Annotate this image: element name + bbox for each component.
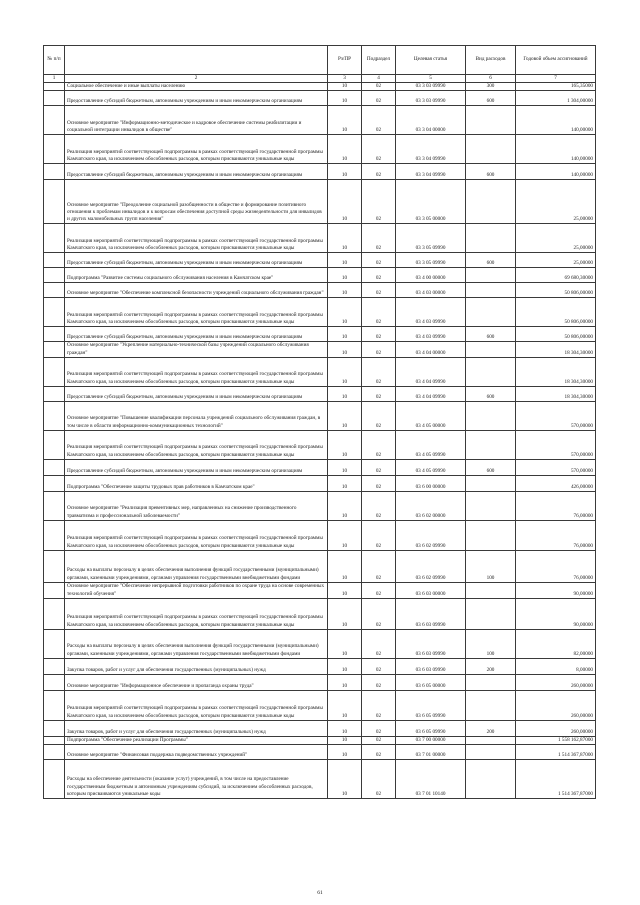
cell-code-target: 03 3 05 09990 — [396, 253, 466, 268]
cell-code-expense-type — [466, 180, 516, 224]
cell-num0 — [44, 759, 65, 798]
cell-code-ministry: 10 — [328, 658, 362, 674]
cell-code-section: 02 — [362, 135, 396, 164]
cell-code-expense-type: 200 — [466, 720, 516, 736]
cell-code-expense-type: 600 — [466, 386, 516, 401]
cell-code-section: 02 — [362, 459, 396, 475]
cell-amount: 50 806,00000 — [516, 327, 596, 342]
cell-code-section: 02 — [362, 582, 396, 598]
cell-name: Предоставление субсидий бюджетным, автономным учреждениям и иным некоммерческим организациям — [65, 459, 328, 475]
cell-amount: 90,00000 — [516, 582, 596, 598]
table-row — [44, 759, 596, 798]
cell-code-ministry: 10 — [328, 164, 362, 180]
cell-amount: 260,00000 — [516, 720, 596, 736]
cell-name: Предоставление субсидий бюджетным, автономным учреждениям и иным некоммерческим организациям — [65, 253, 328, 268]
cell-code-target: 03 3 05 00000 — [396, 180, 466, 224]
cell-name: Основное мероприятие "Финансовая поддержка подведомственных учреждений" — [65, 744, 328, 759]
cell-code-ministry: 10 — [328, 520, 362, 550]
cell-code-expense-type — [466, 268, 516, 283]
cell-name: Закупка товаров, работ и услуг для обеспечения государственных (муниципальных) нужд — [65, 658, 328, 674]
cell-code-section: 02 — [362, 342, 396, 357]
column-header-target: Целевая статья — [396, 46, 466, 75]
cell-code-ministry: 10 — [328, 386, 362, 401]
cell-amount: 69 680,30000 — [516, 268, 596, 283]
cell-code-section: 02 — [362, 674, 396, 690]
cell-code-ministry: 10 — [328, 736, 362, 744]
table-row — [44, 106, 596, 135]
cell-code-ministry: 10 — [328, 582, 362, 598]
table-row — [44, 298, 596, 327]
cell-code-target: 03 6 02 09990 — [396, 520, 466, 550]
cell-num0 — [44, 327, 65, 342]
cell-code-expense-type — [466, 520, 516, 550]
cell-code-ministry: 10 — [328, 106, 362, 135]
cell-code-section: 02 — [362, 759, 396, 798]
cell-code-ministry: 10 — [328, 357, 362, 386]
cell-code-ministry: 10 — [328, 224, 362, 253]
table-row — [44, 475, 596, 491]
cell-code-ministry: 10 — [328, 135, 362, 164]
cell-amount: 50 806,00000 — [516, 298, 596, 327]
cell-amount: 50 806,00000 — [516, 283, 596, 298]
cell-name: Реализация мероприятий соответствующей подпрограммы в рамках соответствующей государственной программы Камчатского края, за исключением обособленных расходов, которым присваиваются уникальные коды — [65, 520, 328, 550]
cell-code-section: 02 — [362, 164, 396, 180]
cell-num0 — [44, 658, 65, 674]
cell-code-expense-type — [466, 106, 516, 135]
cell-code-target: 03 4 03 00000 — [396, 283, 466, 298]
cell-name: Закупка товаров, работ и услуг для обеспечения государственных (муниципальных) нужд — [65, 720, 328, 736]
cell-code-section: 02 — [362, 598, 396, 629]
cell-num0 — [44, 283, 65, 298]
table-row — [44, 386, 596, 401]
cell-amount: 25,00000 — [516, 253, 596, 268]
cell-num0 — [44, 253, 65, 268]
cell-code-expense-type: 600 — [466, 459, 516, 475]
cell-amount: 1 514 367,87000 — [516, 744, 596, 759]
cell-amount: 140,00000 — [516, 106, 596, 135]
table-row — [44, 674, 596, 690]
cell-code-ministry: 10 — [328, 83, 362, 91]
cell-num0 — [44, 224, 65, 253]
cell-num0 — [44, 83, 65, 91]
cell-code-section: 02 — [362, 736, 396, 744]
cell-num0 — [44, 401, 65, 430]
cell-num0 — [44, 736, 65, 744]
cell-amount: 570,00000 — [516, 459, 596, 475]
cell-num0 — [44, 720, 65, 736]
cell-num0 — [44, 342, 65, 357]
cell-amount: 76,00000 — [516, 550, 596, 582]
budget-table — [43, 45, 596, 799]
cell-code-ministry: 10 — [328, 491, 362, 520]
cell-code-target: 03 3 04 09990 — [396, 164, 466, 180]
cell-num0 — [44, 690, 65, 720]
cell-name: Подпрограмма "Обеспечение защиты трудовых прав работников в Камчатском крае" — [65, 475, 328, 491]
cell-code-target: 03 6 03 09990 — [396, 598, 466, 629]
cell-code-section: 02 — [362, 629, 396, 658]
cell-code-expense-type — [466, 135, 516, 164]
table-row — [44, 253, 596, 268]
cell-code-expense-type — [466, 401, 516, 430]
cell-amount: 8,00000 — [516, 658, 596, 674]
cell-code-ministry: 10 — [328, 550, 362, 582]
cell-code-expense-type — [466, 674, 516, 690]
cell-num0 — [44, 491, 65, 520]
cell-code-target: 03 6 03 00000 — [396, 582, 466, 598]
table-row — [44, 91, 596, 106]
cell-code-section: 02 — [362, 283, 396, 298]
cell-code-target: 03 6 02 00000 — [396, 491, 466, 520]
cell-code-section: 02 — [362, 491, 396, 520]
table-row — [44, 180, 596, 224]
cell-code-section: 02 — [362, 430, 396, 459]
cell-code-expense-type — [466, 598, 516, 629]
cell-code-section: 02 — [362, 401, 396, 430]
cell-name: Социальное обеспечение и иные выплаты населению — [65, 83, 328, 91]
cell-num0 — [44, 386, 65, 401]
table-row — [44, 164, 596, 180]
column-header-ministry: Рз/ПР — [328, 46, 362, 75]
cell-name: Подпрограмма "Обеспечение реализации Программы" — [65, 736, 328, 744]
cell-code-expense-type — [466, 759, 516, 798]
cell-name: Предоставление субсидий бюджетным, автономным учреждениям и иным некоммерческим организациям — [65, 164, 328, 180]
column-number: 4 — [362, 75, 396, 83]
cell-num0 — [44, 598, 65, 629]
cell-code-expense-type — [466, 283, 516, 298]
table-row — [44, 491, 596, 520]
cell-amount: 1 558 162,87000 — [516, 736, 596, 744]
table-row — [44, 550, 596, 582]
cell-num0 — [44, 164, 65, 180]
cell-name: Реализация мероприятий соответствующей подпрограммы в рамках соответствующей государственной программы Камчатского края, за исключением обособленных расходов, которым присваиваются уникальные коды — [65, 430, 328, 459]
cell-amount: 140,00000 — [516, 135, 596, 164]
cell-code-section: 02 — [362, 720, 396, 736]
cell-num0 — [44, 298, 65, 327]
table-row — [44, 224, 596, 253]
cell-name: Основное мероприятие "Преодоление социальной разобщенности в обществе и формирование позитивного отношения к проблемам инвалидов и к вопросам обеспечения доступной среды жизнедеятельности для инвалидов и других маломобильных групп населения" — [65, 180, 328, 224]
table-row — [44, 135, 596, 164]
table-row — [44, 357, 596, 386]
cell-code-section: 02 — [362, 268, 396, 283]
cell-name: Основное мероприятие "Повышение квалификации персонала учреждений социального обслуживания граждан, в том числе в области информационно-коммуникационных технологий" — [65, 401, 328, 430]
cell-amount: 25,00000 — [516, 224, 596, 253]
cell-code-section: 02 — [362, 327, 396, 342]
cell-num0 — [44, 357, 65, 386]
cell-name: Основное мероприятие "Обеспечение комплексной безопасности учреждений социального обслуживания граждан" — [65, 283, 328, 298]
cell-code-target: 03 4 04 00000 — [396, 342, 466, 357]
cell-code-ministry: 10 — [328, 327, 362, 342]
cell-code-target: 03 6 03 09990 — [396, 629, 466, 658]
cell-name: Основное мероприятие "Информационно-методическое и кадровое обеспечение системы реабилитации и социальной интеграции инвалидов в обществе" — [65, 106, 328, 135]
cell-amount: 260,00000 — [516, 674, 596, 690]
cell-num0 — [44, 106, 65, 135]
cell-name: Расходы на выплаты персоналу в целях обеспечения выполнения функций государственными (муниципальными) органами, казенными учреждениями, органами управления государственными внебюджетными фондами — [65, 550, 328, 582]
cell-code-section: 02 — [362, 475, 396, 491]
cell-num0 — [44, 430, 65, 459]
cell-code-expense-type: 100 — [466, 550, 516, 582]
cell-code-target: 03 7 00 00000 — [396, 736, 466, 744]
column-number: 3 — [328, 75, 362, 83]
cell-amount: 25,00000 — [516, 180, 596, 224]
cell-code-section: 02 — [362, 91, 396, 106]
cell-num0 — [44, 550, 65, 582]
table-row — [44, 598, 596, 629]
cell-code-section: 02 — [362, 357, 396, 386]
cell-code-target: 03 6 02 09990 — [396, 550, 466, 582]
cell-code-target: 03 4 05 09990 — [396, 430, 466, 459]
table-row — [44, 401, 596, 430]
table-row — [44, 430, 596, 459]
cell-amount: 76,00000 — [516, 520, 596, 550]
cell-amount: 165,35000 — [516, 83, 596, 91]
cell-code-target: 03 3 04 09990 — [396, 135, 466, 164]
table-row — [44, 268, 596, 283]
cell-amount: 18 304,30000 — [516, 342, 596, 357]
table-body — [44, 83, 596, 799]
cell-name: Реализация мероприятий соответствующей подпрограммы в рамках соответствующей государственной программы Камчатского края, за исключением обособленных расходов, которым присваиваются уникальные коды — [65, 298, 328, 327]
cell-amount: 76,00000 — [516, 491, 596, 520]
cell-name: Реализация мероприятий соответствующей подпрограммы в рамках соответствующей государственной программы Камчатского края, за исключением обособленных расходов, которым присваиваются уникальные коды — [65, 690, 328, 720]
table-row — [44, 83, 596, 91]
cell-code-section: 02 — [362, 83, 396, 91]
cell-code-ministry: 10 — [328, 629, 362, 658]
cell-code-target: 03 6 05 09990 — [396, 690, 466, 720]
cell-code-section: 02 — [362, 550, 396, 582]
cell-code-target: 03 6 05 09990 — [396, 720, 466, 736]
cell-num0 — [44, 674, 65, 690]
cell-num0 — [44, 91, 65, 106]
cell-code-section: 02 — [362, 106, 396, 135]
cell-code-expense-type — [466, 298, 516, 327]
cell-name: Основное мероприятие "Обеспечение непрерывной подготовки работников по охране труда на основе современных технологий обучения" — [65, 582, 328, 598]
table-row — [44, 736, 596, 744]
cell-code-expense-type — [466, 430, 516, 459]
cell-name: Реализация мероприятий соответствующей подпрограммы в рамках соответствующей государственной программы Камчатского края, за исключением обособленных расходов, которым присваиваются уникальные коды — [65, 224, 328, 253]
cell-code-section: 02 — [362, 298, 396, 327]
cell-code-target: 03 6 03 09990 — [396, 658, 466, 674]
table-row — [44, 658, 596, 674]
cell-num0 — [44, 520, 65, 550]
table-row — [44, 520, 596, 550]
cell-name: Предоставление субсидий бюджетным, автономным учреждениям и иным некоммерческим организациям — [65, 327, 328, 342]
cell-code-expense-type — [466, 690, 516, 720]
cell-code-expense-type: 600 — [466, 253, 516, 268]
table-row — [44, 342, 596, 357]
cell-code-ministry: 10 — [328, 459, 362, 475]
cell-code-target: 03 4 03 09990 — [396, 327, 466, 342]
cell-num0 — [44, 459, 65, 475]
cell-code-expense-type — [466, 224, 516, 253]
cell-code-ministry: 10 — [328, 401, 362, 430]
column-header-section: Подраздел — [362, 46, 396, 75]
cell-code-target: 03 4 04 09990 — [396, 357, 466, 386]
cell-code-target: 03 4 03 09990 — [396, 298, 466, 327]
cell-code-target: 03 7 01 10140 — [396, 759, 466, 798]
column-header-name — [65, 46, 328, 75]
cell-code-target: 03 3 03 09990 — [396, 91, 466, 106]
cell-name: Основное мероприятие "Информационное обеспечение и пропаганда охраны труда" — [65, 674, 328, 690]
cell-code-ministry: 10 — [328, 180, 362, 224]
cell-num0 — [44, 180, 65, 224]
cell-num0 — [44, 744, 65, 759]
cell-code-target: 03 3 05 09990 — [396, 224, 466, 253]
cell-code-ministry: 10 — [328, 690, 362, 720]
cell-code-expense-type — [466, 744, 516, 759]
cell-code-expense-type — [466, 736, 516, 744]
cell-code-ministry: 10 — [328, 674, 362, 690]
cell-name: Основное мероприятие "Укрепление материально-технической базы учреждений социального обслуживания граждан" — [65, 342, 328, 357]
cell-num0 — [44, 475, 65, 491]
cell-code-target: 03 4 04 09990 — [396, 386, 466, 401]
column-header-number: № п/п — [44, 46, 65, 75]
table-row — [44, 629, 596, 658]
table-row — [44, 459, 596, 475]
cell-name: Основное мероприятие "Реализация превентивных мер, направленных на снижение производственного травматизма и профессиональной заболеваемости" — [65, 491, 328, 520]
cell-code-expense-type — [466, 342, 516, 357]
cell-amount: 18 304,30000 — [516, 386, 596, 401]
column-header-expense-type: Вид расходов — [466, 46, 516, 75]
table-row — [44, 744, 596, 759]
cell-num0 — [44, 629, 65, 658]
cell-name: Подпрограмма "Развитие системы социального обслуживания населения в Камчатском крае" — [65, 268, 328, 283]
cell-amount: 140,00000 — [516, 164, 596, 180]
cell-code-expense-type: 100 — [466, 629, 516, 658]
table-header-row — [44, 46, 596, 75]
cell-code-ministry: 10 — [328, 475, 362, 491]
cell-name: Реализация мероприятий соответствующей подпрограммы в рамках соответствующей государственной программы Камчатского края, за исключением обособленных расходов, которым присваиваются уникальные коды — [65, 357, 328, 386]
cell-code-section: 02 — [362, 658, 396, 674]
cell-code-ministry: 10 — [328, 744, 362, 759]
table-row — [44, 690, 596, 720]
cell-code-section: 02 — [362, 253, 396, 268]
cell-code-expense-type — [466, 491, 516, 520]
cell-num0 — [44, 135, 65, 164]
cell-code-ministry: 10 — [328, 253, 362, 268]
column-number: 1 — [44, 75, 65, 83]
cell-code-target: 03 4 05 00000 — [396, 401, 466, 430]
cell-code-target: 03 4 05 09990 — [396, 459, 466, 475]
cell-code-expense-type — [466, 475, 516, 491]
cell-name: Реализация мероприятий соответствующей подпрограммы в рамках соответствующей государственной программы Камчатского края, за исключением обособленных расходов, которым присваиваются уникальные коды — [65, 598, 328, 629]
cell-amount: 260,00000 — [516, 690, 596, 720]
cell-name: Расходы на выплаты персоналу в целях обеспечения выполнения функций государственными (муниципальными) органами, казенными учреждениями, органами управления государственными внебюджетными фондами — [65, 629, 328, 658]
cell-code-target: 03 6 00 00000 — [396, 475, 466, 491]
cell-name: Реализация мероприятий соответствующей подпрограммы в рамках соответствующей государственной программы Камчатского края, за исключением обособленных расходов, которым присваиваются уникальные коды — [65, 135, 328, 164]
cell-code-expense-type: 600 — [466, 164, 516, 180]
cell-code-ministry: 10 — [328, 430, 362, 459]
cell-code-section: 02 — [362, 690, 396, 720]
cell-code-ministry: 10 — [328, 91, 362, 106]
cell-code-ministry: 10 — [328, 720, 362, 736]
cell-code-expense-type: 300 — [466, 83, 516, 91]
cell-amount: 570,00000 — [516, 430, 596, 459]
cell-num0 — [44, 268, 65, 283]
cell-name: Предоставление субсидий бюджетным, автономным учреждениям и иным некоммерческим организациям — [65, 386, 328, 401]
column-number: 7 — [516, 75, 596, 83]
column-number: 6 — [466, 75, 516, 83]
cell-amount: 18 304,30000 — [516, 357, 596, 386]
cell-code-target: 03 7 01 00000 — [396, 744, 466, 759]
cell-amount: 426,00000 — [516, 475, 596, 491]
cell-code-section: 02 — [362, 386, 396, 401]
table-row — [44, 720, 596, 736]
cell-num0 — [44, 582, 65, 598]
cell-code-section: 02 — [362, 520, 396, 550]
table-row — [44, 327, 596, 342]
cell-code-ministry: 10 — [328, 759, 362, 798]
cell-code-section: 02 — [362, 224, 396, 253]
cell-code-expense-type: 600 — [466, 91, 516, 106]
cell-code-expense-type — [466, 582, 516, 598]
cell-name: Расходы на обеспечение деятельности (оказание услуг) учреждений, в том числе на предоставление государственным бюджетным и автономным учреждениям субсидий, за исключением обособленных расходов, которым присваиваются уникальные коды — [65, 759, 328, 798]
column-number-row — [44, 75, 596, 83]
table-row — [44, 582, 596, 598]
table-row — [44, 283, 596, 298]
cell-code-expense-type: 200 — [466, 658, 516, 674]
cell-amount: 82,00000 — [516, 629, 596, 658]
cell-code-ministry: 10 — [328, 283, 362, 298]
cell-code-target: 03 6 05 00000 — [396, 674, 466, 690]
cell-code-ministry: 10 — [328, 298, 362, 327]
page-number: 61 — [317, 890, 323, 896]
cell-code-expense-type: 600 — [466, 327, 516, 342]
cell-code-target: 03 3 03 09990 — [396, 83, 466, 91]
cell-code-ministry: 10 — [328, 598, 362, 629]
cell-amount: 570,00000 — [516, 401, 596, 430]
column-number: 2 — [65, 75, 328, 83]
cell-code-ministry: 10 — [328, 342, 362, 357]
cell-amount: 1 514 367,87000 — [516, 759, 596, 798]
cell-code-section: 02 — [362, 180, 396, 224]
cell-code-target: 03 3 04 00000 — [396, 106, 466, 135]
cell-code-expense-type — [466, 357, 516, 386]
cell-code-target: 03 4 00 00000 — [396, 268, 466, 283]
cell-amount: 1 304,00000 — [516, 91, 596, 106]
cell-amount: 90,00000 — [516, 598, 596, 629]
cell-name: Предоставление субсидий бюджетным, автономным учреждениям и иным некоммерческим организациям — [65, 91, 328, 106]
column-number: 5 — [396, 75, 466, 83]
cell-code-ministry: 10 — [328, 268, 362, 283]
column-header-sum: Годовой объем ассигнований — [516, 46, 596, 75]
cell-code-section: 02 — [362, 744, 396, 759]
